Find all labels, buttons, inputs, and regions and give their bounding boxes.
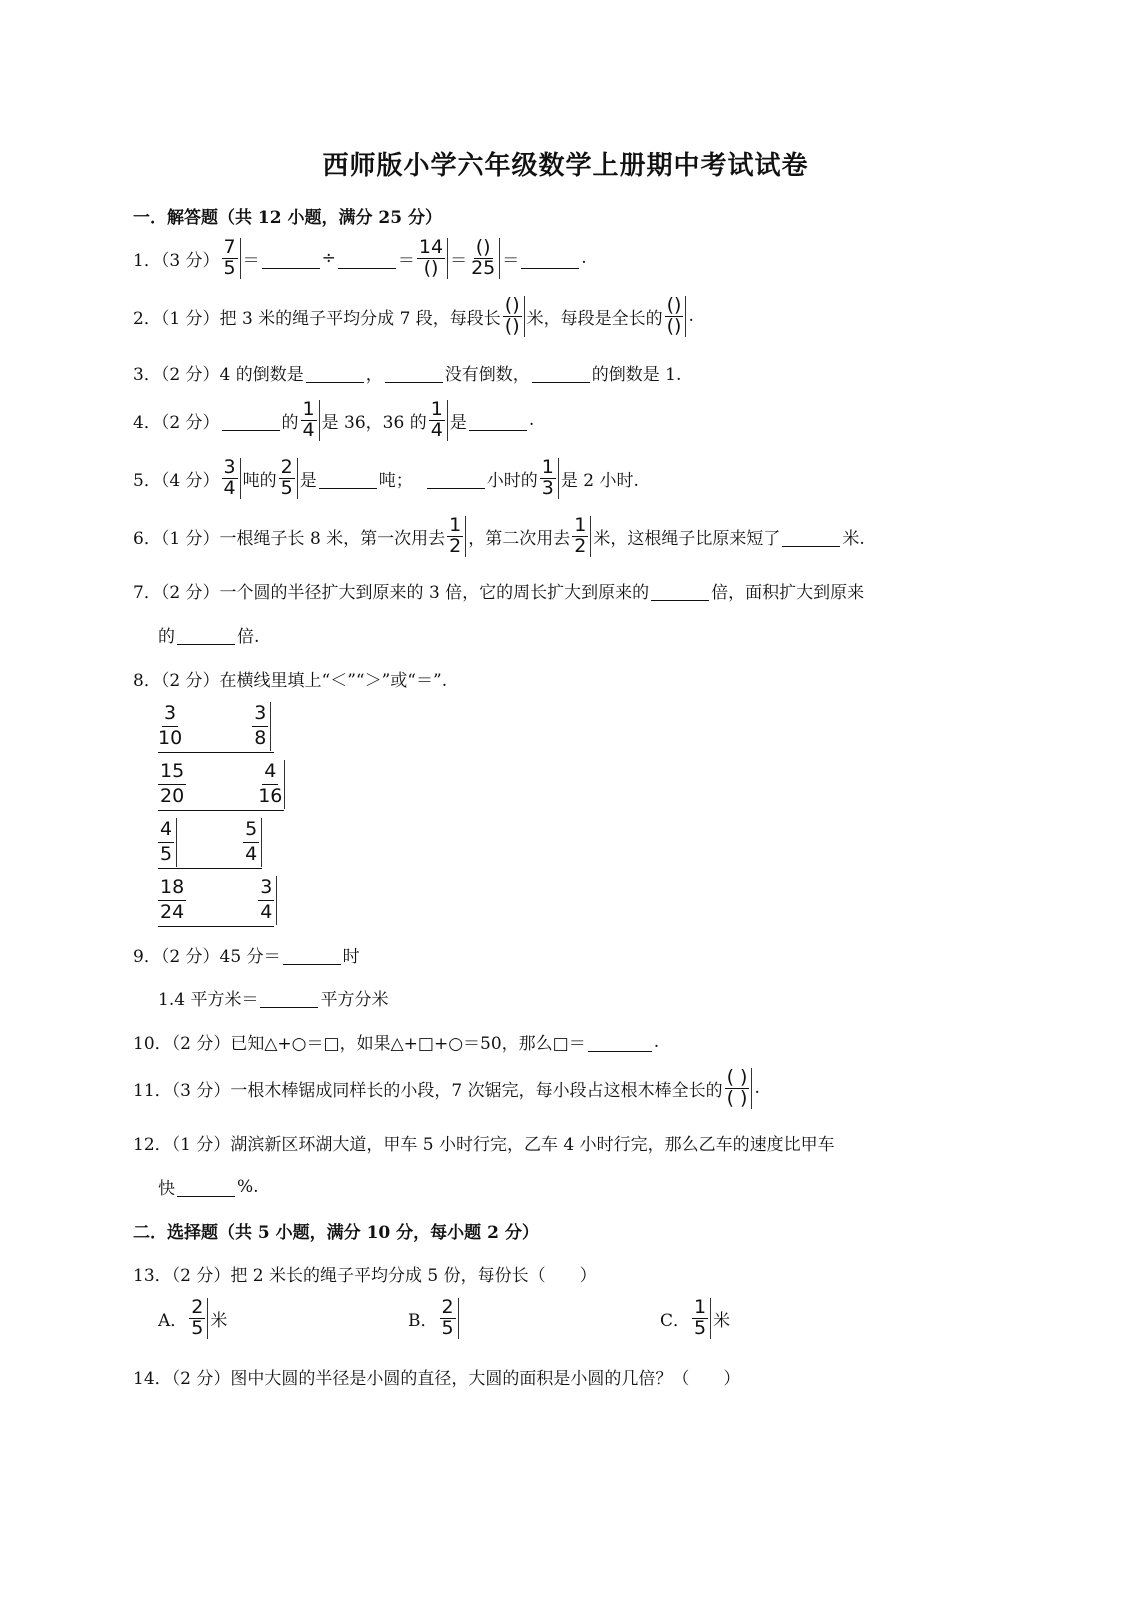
q4-number: 4．（2 分）	[133, 412, 220, 433]
numerator: 1	[449, 514, 462, 536]
numerator: 5	[243, 818, 259, 843]
denominator: 20	[160, 784, 185, 807]
numerator: 14	[418, 236, 444, 258]
q6-text-1: 一根绳子长 8 米，第一次用去	[219, 528, 446, 549]
left-fraction	[158, 702, 182, 751]
q3-text-4: 的倒数是 1.	[591, 365, 682, 385]
right-fraction	[252, 702, 271, 751]
q6-number: 6．（1 分）	[133, 528, 220, 549]
numerator: 18	[158, 876, 186, 901]
equals-sign: ＝	[242, 250, 260, 271]
numerator: 3	[252, 702, 268, 727]
divide-sign: ÷	[321, 248, 336, 269]
q11-number: 11．（3 分）	[133, 1080, 231, 1101]
denominator: 8	[254, 726, 267, 749]
q4-fraction-2	[429, 400, 448, 441]
q3-text-1: 4 的倒数是	[219, 365, 304, 385]
q10-text-1: 已知△+○＝□，如果△+□+○＝50，那么□＝	[230, 1034, 586, 1054]
denominator: 2	[574, 534, 587, 557]
compare-row-1	[158, 702, 276, 751]
choice-fraction	[189, 1298, 208, 1339]
numerator: 1	[430, 398, 443, 420]
period: .	[653, 1031, 660, 1052]
q5-fraction-3	[540, 458, 559, 499]
q4-blank-1[interactable]	[222, 410, 280, 431]
q1-blank-2[interactable]	[338, 248, 396, 269]
q2-fraction-blank-2[interactable]	[665, 296, 687, 337]
numerator: 1	[302, 398, 315, 420]
denominator: 24	[160, 900, 185, 923]
denominator: 10	[158, 726, 183, 749]
numerator: ()	[504, 294, 520, 316]
compare-row-3	[158, 818, 264, 867]
q9-blank-2[interactable]	[260, 987, 318, 1008]
q13-text-1: 把 2 米长的绳子平均分成 5 份，每份长（ ）	[230, 1266, 597, 1286]
q12-text-3: %.	[237, 1176, 259, 1197]
q5-text-5: 是 2 小时.	[560, 470, 639, 491]
question-12-continued	[158, 1174, 259, 1199]
q5-text-1: 吨的	[242, 470, 277, 491]
denominator: 5	[223, 256, 236, 279]
question-10	[133, 1029, 659, 1054]
denominator: 5	[441, 1316, 454, 1339]
denominator: ( )	[726, 1086, 748, 1109]
numerator: 3	[162, 702, 178, 727]
equals-sign: ＝	[450, 250, 468, 271]
right-fraction	[243, 818, 262, 867]
section-2-heading: 二．选择题（共 5 小题，满分 10 分，每小题 2 分）	[133, 1223, 539, 1243]
q1-number: 1．（3 分）	[133, 250, 220, 271]
q9-text-2: 时	[342, 947, 360, 967]
numerator: ()	[666, 294, 682, 316]
compare-blank[interactable]	[158, 810, 284, 811]
q10-number: 10．（2 分）	[133, 1034, 231, 1054]
compare-row-4	[158, 876, 276, 925]
q11-fraction-blank[interactable]	[725, 1068, 753, 1109]
q3-blank-1[interactable]	[306, 362, 364, 383]
q5-blank-1[interactable]	[319, 468, 377, 489]
denominator: 16	[258, 784, 283, 807]
q2-text-2: 米，每段是全长的	[526, 308, 663, 329]
q9-number: 9．（2 分）	[133, 947, 220, 967]
denominator: 5	[160, 842, 173, 865]
q2-text-1: 把 3 米的绳子平均分成 7 段，每段长	[219, 308, 501, 329]
choice-b[interactable]	[408, 1298, 660, 1339]
denominator: 4	[223, 476, 236, 499]
denominator: 5	[280, 476, 293, 499]
choice-label: B．	[408, 1310, 438, 1331]
question-4	[133, 400, 534, 441]
period: .	[754, 1078, 760, 1099]
q12-blank[interactable]	[177, 1176, 235, 1197]
q14-number: 14．（2 分）	[133, 1369, 231, 1389]
q7-number: 7．（2 分）	[133, 583, 220, 603]
question-7-continued	[158, 622, 259, 647]
denominator: 5	[694, 1316, 707, 1339]
right-fraction	[258, 876, 277, 925]
denominator: 25	[471, 256, 496, 279]
question-9	[133, 942, 360, 967]
numerator: 1	[694, 1296, 707, 1318]
denominator: 5	[191, 1316, 204, 1339]
page-title: 西师版小学六年级数学上册期中考试试卷	[322, 151, 809, 181]
q9-text-1: 45 分＝	[219, 947, 281, 967]
numerator: 1	[541, 456, 554, 478]
q5-text-4: 小时的	[486, 470, 538, 491]
q4-fraction-1	[301, 400, 320, 441]
q7-blank-2[interactable]	[177, 624, 235, 645]
question-1	[133, 238, 587, 279]
q11-text-1: 一根木棒锯成同样长的小段，7 次锯完，每小段占这根木棒全长的	[230, 1080, 723, 1101]
q3-comma: ，	[365, 365, 383, 385]
numerator: 1	[574, 514, 587, 536]
numerator: ()	[475, 236, 491, 258]
q9-text-4: 平方分米	[320, 990, 389, 1010]
choice-a[interactable]	[158, 1298, 408, 1339]
q8-text-1: 在横线里填上“＜”“＞”或“＝”.	[219, 671, 448, 691]
denominator: 3	[541, 476, 554, 499]
q3-blank-3[interactable]	[532, 362, 590, 383]
equals-sign: ＝	[502, 250, 520, 271]
q6-fraction-2	[572, 516, 591, 557]
q1-blank-1[interactable]	[262, 248, 320, 269]
compare-row-2	[158, 760, 286, 809]
q7-text-1: 一个圆的半径扩大到原来的 3 倍，它的周长扩大到原来的	[219, 583, 650, 603]
denominator: 4	[430, 418, 443, 441]
period: .	[528, 410, 535, 431]
denominator: ()	[423, 256, 439, 279]
question-7	[133, 578, 864, 603]
q4-text-3: 是	[449, 412, 467, 433]
q3-text-3: 没有倒数，	[444, 365, 530, 385]
q10-blank[interactable]	[588, 1031, 652, 1052]
question-5	[133, 458, 639, 499]
q13-number: 13．（2 分）	[133, 1266, 231, 1286]
denominator: 4	[302, 418, 315, 441]
q4-text-2: 是 36，36 的	[321, 412, 427, 433]
question-8	[133, 666, 447, 691]
q6-text-4: 米.	[842, 528, 865, 549]
q7-text-4: 倍.	[237, 627, 260, 647]
question-6	[133, 516, 865, 557]
q12-number: 12．（1 分）	[133, 1135, 231, 1155]
numerator: 4	[158, 818, 174, 843]
denominator: ()	[504, 314, 520, 337]
q9-blank-1[interactable]	[283, 944, 341, 965]
question-14	[133, 1364, 740, 1389]
choice-fraction	[692, 1298, 711, 1339]
choice-unit: 米	[713, 1310, 731, 1331]
choice-fraction	[440, 1298, 459, 1339]
choice-c[interactable]	[660, 1298, 730, 1339]
numerator: 3	[258, 876, 274, 901]
compare-blank[interactable]	[158, 868, 262, 869]
compare-blank[interactable]	[158, 926, 274, 927]
q13-choices	[158, 1298, 730, 1339]
denominator: 2	[449, 534, 462, 557]
q2-number: 2．（1 分）	[133, 308, 220, 329]
numerator: 2	[441, 1296, 454, 1318]
q4-blank-2[interactable]	[469, 410, 527, 431]
q6-text-3: 米，这根绳子比原来短了	[593, 528, 781, 549]
q6-blank[interactable]	[782, 526, 840, 547]
choice-label: C．	[660, 1310, 691, 1331]
period: .	[688, 306, 694, 327]
numerator: 7	[223, 236, 236, 258]
compare-blank[interactable]	[158, 752, 274, 753]
left-fraction	[158, 818, 177, 867]
numerator: ( )	[726, 1066, 748, 1088]
q12-text-1: 湖滨新区环湖大道，甲车 5 小时行完，乙车 4 小时行完，那么乙车的速度比甲车	[230, 1135, 835, 1155]
period: .	[581, 248, 587, 269]
q5-text-2: 是	[299, 470, 317, 491]
left-fraction	[158, 760, 186, 809]
numerator: 3	[223, 456, 236, 478]
q5-blank-2[interactable]	[427, 468, 485, 489]
question-3	[133, 360, 681, 385]
q8-number: 8．（2 分）	[133, 671, 220, 691]
question-2	[133, 296, 694, 337]
denominator: 4	[260, 900, 273, 923]
numerator: 4	[262, 760, 278, 785]
q7-text-2: 倍，面积扩大到原来	[711, 583, 865, 603]
choice-unit: 米	[210, 1310, 228, 1331]
right-fraction	[258, 760, 285, 809]
q5-text-3: 吨；	[378, 470, 413, 491]
left-fraction	[158, 876, 186, 925]
q12-text-2: 快	[158, 1179, 175, 1199]
question-13	[133, 1261, 597, 1286]
q7-text-3: 的	[158, 627, 175, 647]
q1-fraction-2	[417, 238, 448, 279]
numerator: 2	[191, 1296, 204, 1318]
denominator: ()	[666, 314, 682, 337]
choice-label: A．	[158, 1310, 188, 1331]
section-1-heading: 一．解答题（共 12 小题，满分 25 分）	[133, 208, 442, 228]
q5-fraction-2	[279, 458, 298, 499]
numerator: 15	[158, 760, 186, 785]
q1-blank-3[interactable]	[521, 248, 579, 269]
question-11	[133, 1068, 760, 1109]
q6-fraction-1	[447, 516, 466, 557]
q6-text-2: ，第二次用去	[468, 528, 571, 549]
numerator: 2	[280, 456, 293, 478]
question-12	[133, 1130, 835, 1155]
equals-sign: ＝	[397, 250, 415, 271]
q1-fraction-3	[469, 238, 500, 279]
q3-blank-2[interactable]	[385, 362, 443, 383]
q4-text-1: 的	[281, 412, 299, 433]
q3-number: 3．（2 分）	[133, 365, 220, 385]
q1-fraction-1	[222, 238, 241, 279]
q9-text-3: 1.4 平方米＝	[158, 990, 259, 1010]
q5-number: 5．（4 分）	[133, 470, 220, 491]
q2-fraction-blank-1[interactable]	[503, 296, 525, 337]
q5-fraction-1	[222, 458, 241, 499]
q14-text-1: 图中大圆的半径是小圆的直径，大圆的面积是小圆的几倍？（ ）	[230, 1369, 741, 1389]
q7-blank-1[interactable]	[651, 580, 709, 601]
question-9-continued	[158, 985, 388, 1010]
denominator: 4	[245, 842, 258, 865]
